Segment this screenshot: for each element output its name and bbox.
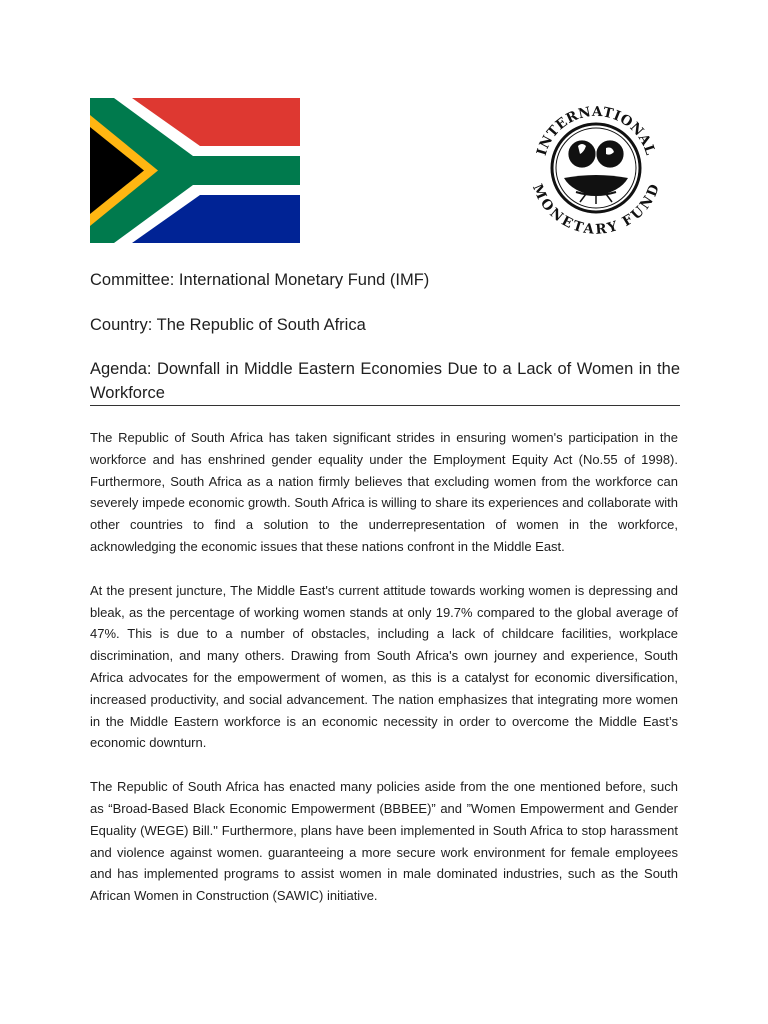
seal-text-bottom: MONETARY FUND xyxy=(528,181,664,238)
position-paper-body xyxy=(90,427,678,929)
seal-text-top: INTERNATIONAL xyxy=(533,103,659,158)
agenda-heading: Agenda: Downfall in Middle Eastern Economies Due to a Lack of Women in the Workforce xyxy=(90,360,680,402)
paragraph-policies: The Republic of South Africa has enacted many policies aside from the one mentioned before, such as “Broad-Based Black Economic Empowerment (BBBEE)” and ”Women Empowerment and Gender Equality (WEGE) Bill." Furthermore, plans have been implemented in South Africa to stop harassment and violence against women. guaranteeing a more secure work environment for female employees and has implemented programs to assist women in male dominated industries, such as the South African Women in Construction (SAWIC) initiative. xyxy=(90,779,678,904)
heading-divider xyxy=(90,405,680,406)
south-africa-flag-icon xyxy=(90,98,300,243)
imf-seal-icon xyxy=(526,96,666,238)
paragraph-intro: The Republic of South Africa has taken significant strides in ensuring women's participation in the workforce and has enshrined gender equality under the Employment Equity Act (No.55 of 1998). Furthermore, South Africa as a nation firmly believes that excluding women from the workforce can severely impede economic growth. South Africa is willing to share its experiences and collaborate with other countries to find a solution to the underrepresentation of women in the workforce, acknowledging the economic issues that these nations confront in the Middle East. xyxy=(90,430,678,554)
country-heading: Country: The Republic of South Africa xyxy=(90,316,366,334)
paragraph-current-situation: At the present juncture, The Middle East's current attitude towards working women is depressing and bleak, as the percentage of working women stands at only 19.7% compared to the global average of 47%. This is due to a number of obstacles, including a lack of childcare facilities, workplace discrimination, and many others. Drawing from South Africa's own journey and experience, South Africa advocates for the empowerment of women, as this is a catalyst for economic diversification, increased productivity, and social advancement. The nation emphasizes that integrating more women in the Middle Eastern workforce is an economic necessity in order to overcome the Middle East’s economic downturn. xyxy=(90,582,678,751)
committee-heading: Committee: International Monetary Fund (IMF) xyxy=(90,271,430,289)
